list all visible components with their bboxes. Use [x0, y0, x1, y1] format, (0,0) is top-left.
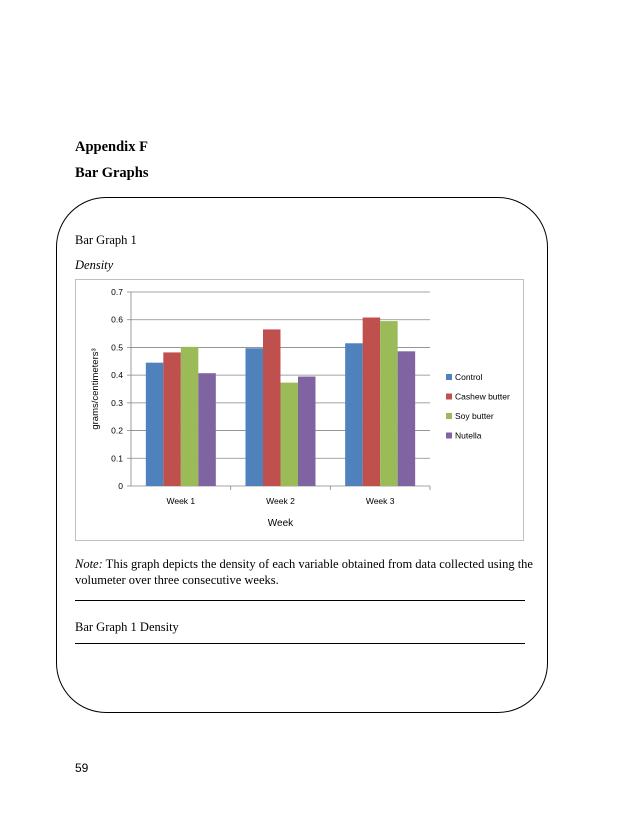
figure-title: Density: [75, 258, 114, 272]
appendix-title: Appendix F: [75, 139, 148, 155]
bar: [281, 383, 299, 486]
appendix-subtitle: Bar Graphs: [75, 165, 149, 181]
legend-label: Soy butter: [455, 411, 494, 421]
legend-label: Cashew butter: [455, 391, 510, 402]
bar: [181, 347, 199, 486]
divider-top: [75, 600, 525, 601]
bar: [363, 317, 381, 486]
note-text: This graph depicts the density of each variable obtained from data collected using the volumeter over three consecutive weeks.: [75, 557, 533, 587]
density-bar-chart: [76, 280, 523, 540]
y-tick-label: 0.3: [111, 397, 123, 408]
bar: [263, 329, 281, 486]
y-tick-label: 0.2: [111, 425, 123, 436]
note-prefix: Note:: [75, 557, 103, 571]
figure-label: Bar Graph 1: [75, 233, 137, 247]
bar: [298, 377, 316, 486]
x-tick-label: Week 3: [365, 496, 395, 506]
y-tick-label: 0: [118, 481, 123, 491]
y-tick-label: 0.7: [111, 287, 123, 297]
divider-bottom: [75, 643, 525, 644]
bar: [146, 363, 164, 486]
figure-caption: Bar Graph 1 Density: [75, 620, 179, 634]
bar: [246, 348, 264, 486]
legend-label: Nutella: [455, 430, 482, 441]
x-tick-label: Week 1: [166, 496, 196, 506]
figure-note: [75, 556, 545, 588]
legend-swatch: [446, 394, 452, 400]
y-tick-label: 0.6: [111, 314, 123, 325]
y-axis-title: grams/centimeters³: [90, 348, 101, 430]
y-tick-label: 0.4: [111, 370, 123, 381]
bar: [163, 352, 181, 486]
x-tick-label: Week 2: [266, 496, 295, 506]
legend-swatch: [446, 433, 452, 439]
bar: [380, 321, 398, 486]
y-tick-label: 0.5: [111, 342, 123, 353]
x-axis-title: Week: [267, 518, 294, 529]
chart-container: [75, 279, 524, 541]
page-number: 59: [75, 761, 89, 775]
legend-swatch: [446, 374, 452, 380]
bar: [398, 351, 416, 486]
bar: [345, 343, 363, 486]
y-tick-label: 0.1: [111, 453, 123, 464]
bar: [198, 373, 216, 486]
legend-label: Control: [455, 372, 483, 382]
legend-swatch: [446, 413, 452, 419]
